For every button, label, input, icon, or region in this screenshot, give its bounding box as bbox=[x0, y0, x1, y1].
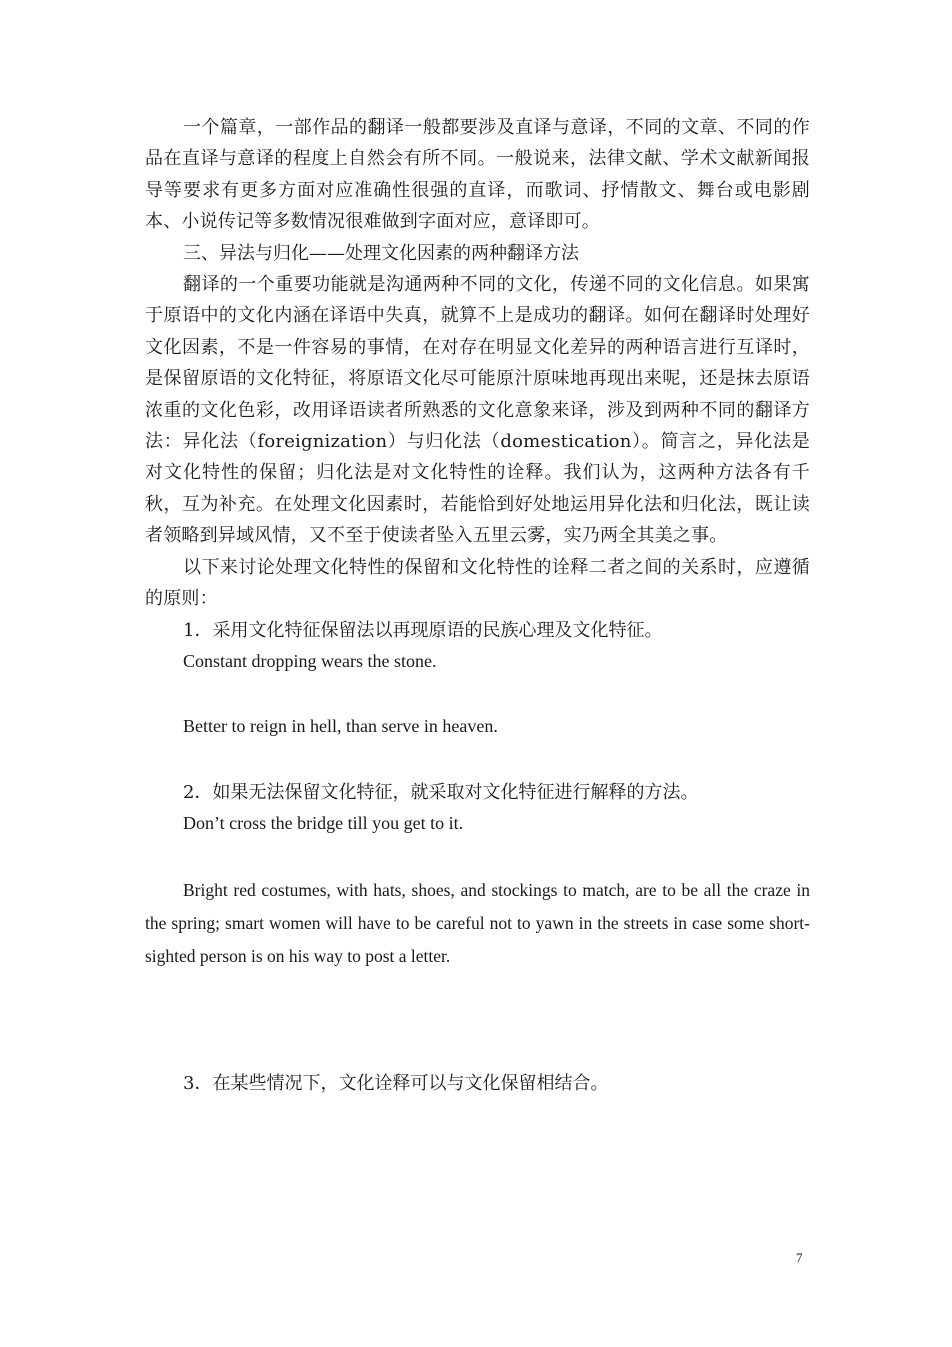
example-paragraph: Bright red costumes, with hats, shoes, and stockings to match, are to be all the craze in the spring; smart women will have to be careful not to yawn in the streets in case some short-sighted person is on his way to post a letter. bbox=[145, 879, 810, 966]
example-sentence: Constant dropping wears the stone. bbox=[183, 650, 437, 671]
section-heading-foreignization-domestication: 三、异法与归化——处理文化因素的两种翻译方法 bbox=[183, 242, 579, 264]
principle-item-2: 2．如果无法保留文化特征，就采取对文化特征进行解释的方法。 bbox=[183, 781, 699, 803]
paragraph-literal-free-translation: 一个篇章，一部作品的翻译一般都要涉及直译与意译，不同的文章、不同的作品在直译与意译的程度上自然会有所不同。一般说来，法律文献、学术文献新闻报导等要求有更多方面对应准确性很强的直译，而歌词、抒情散文、舞台或电影剧本、小说传记等多数情况很难做到字面对应，意译即可。 bbox=[145, 117, 810, 233]
paragraph-cultural-factors: 翻译的一个重要功能就是沟通两种不同的文化，传递不同的文化信息。如果寓于原语中的文化内涵在译语中失真，就算不上是成功的翻译。如何在翻译时处理好文化因素，不是一件容易的事情，在对存在明显文化差异的两种语言进行互译时，是保留原语的文化特征，将原语文化尽可能原汁原味地再现出来呢，还是抹去原语浓重的文化色彩，改用译语读者所熟悉的文化意象来译，涉及到两种不同的翻译方法：异化法（foreignization）与归化法（domestication）。简言之，异化法是对文化特性的保留；归化法是对文化特性的诠释。我们认为，这两种方法各有千秋，互为补充。在处理文化因素时，若能恰到好处地运用异化法和归化法，既让读者领略到异域风情，又不至于使读者坠入五里云雾，实乃两全其美之事。 bbox=[145, 274, 810, 547]
document-page bbox=[145, 112, 810, 1099]
example-sentence: Better to reign in hell, than serve in heaven. bbox=[183, 716, 498, 737]
paragraph-principles-intro: 以下来讨论处理文化特性的保留和文化特性的诠释二者之间的关系时，应遵循的原则： bbox=[145, 556, 810, 610]
example-sentence: Don’t cross the bridge till you get to it. bbox=[183, 813, 464, 834]
principle-item-1: 1．采用文化特征保留法以再现原语的民族心理及文化特征。 bbox=[183, 619, 663, 641]
principle-item-3: 3．在某些情况下，文化诠释可以与文化保留相结合。 bbox=[183, 1072, 609, 1094]
page-number: 7 bbox=[796, 1250, 803, 1265]
